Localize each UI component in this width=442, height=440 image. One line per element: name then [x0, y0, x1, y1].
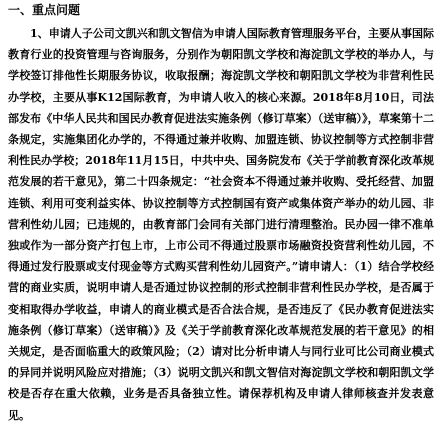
section-heading: 一、重点问题: [8, 3, 81, 17]
paragraph-body: 申请人子公司文凯兴和凯文智信为申请人国际教育管理服务平台，主要从事国际教育行业的投资管理与咨询服务，分别作为朝阳凯文学校和海淀凯文学校的举办人，与学校签订排他性长期服务协议，收取报酬；海淀凯文学校和朝阳凯文学校为非营利性民办学校，主要从事K12国际教育，为申请人收入的核心来源。2018年8月10日，司法部发布《中华人民共和国民办教育促进法实施条例（修订草案）（送审稿）》，草案第十二条规定，实施集团化办学的，不得通过兼并收购、加盟连锁、协议控制等方式控制非营利性民办学校；2018年11月15日，中共中央、国务院发布《关于学前教育深化改革规范发展的若干意见》，第二十四条规定：“社会资本不得通过兼并收购、受托经营、加盟连锁、利用可变利益实体、协议控制等方式控制国有资产或集体资产举办的幼儿园、非营利性幼儿园；已违规的，由教育部门会同有关部门进行清理整治。民办园一律不准单独或作为一部分资产打包上市，上市公司不得通过股票市场融资投资营利性幼儿园，不得通过发行股票或支付现金等方式购买营利性幼儿园资产。”请申请人：（1）结合学校经营的商业实质，说明申请人是否通过协议控制的形式控制非营利性民办学校，是否属于变相取得办学收益，申请人的商业模式是否合法合规，是否违反了《民办教育促进法实施条例（修订草案）（送审稿）》及《关于学前教育深化改革规范发展的若干意见》的相关规定，是否面临重大的政策风险；（2）请对比分析申请人与同行业可比公司商业模式的异同并说明风险应对措施；（3）说明文凯兴和凯文智信对海淀凯文学校和朝阳凯文学校是否存在重大依赖，业务是否具备独立性。请保荐机构及申请人律师核查并发表意见。: [8, 27, 435, 422]
question-paragraph: [8, 23, 434, 426]
paragraph-number: 1、: [30, 27, 49, 40]
